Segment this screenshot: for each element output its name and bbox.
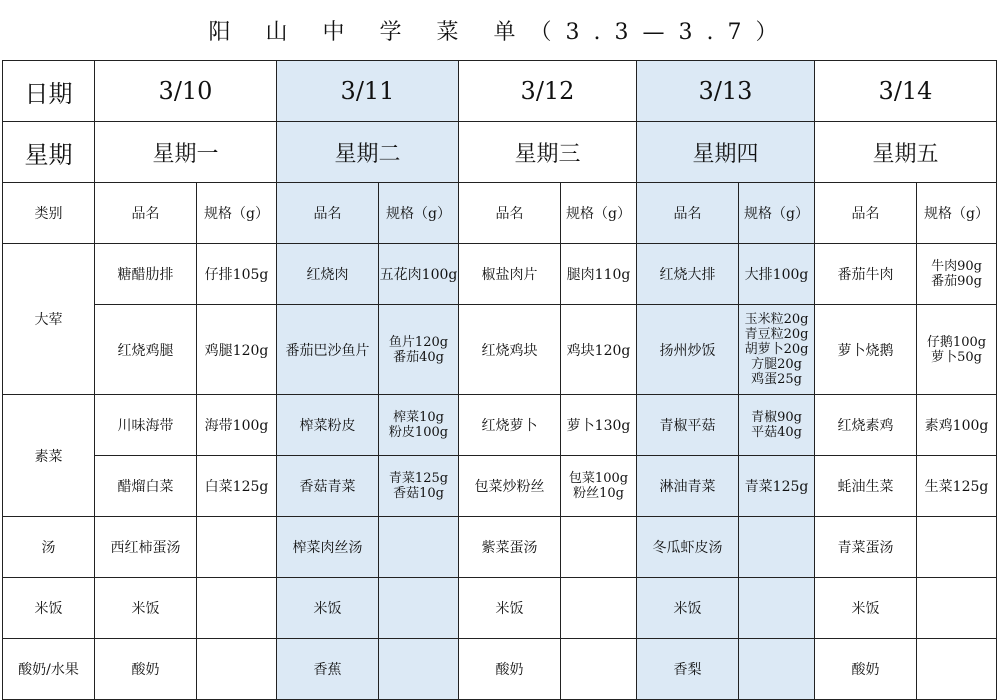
spec-line: 榨菜10g: [393, 410, 444, 425]
spec-header: 规格（g）: [379, 183, 459, 244]
soup-spec-cell: [739, 517, 815, 578]
name-header: 品名: [815, 183, 917, 244]
name-header: 品名: [277, 183, 379, 244]
spec-line: 包菜100g: [568, 471, 629, 486]
dish-spec: [197, 456, 277, 517]
dish-name: 红烧鸡块: [459, 305, 561, 395]
spec-line: 白菜125g: [204, 479, 269, 495]
dish-name: 醋熘白菜: [95, 456, 197, 517]
soup-row: [3, 517, 997, 578]
dish-spec: [379, 456, 459, 517]
name-header: 品名: [95, 183, 197, 244]
dish-spec: [917, 244, 997, 305]
dish-spec: [197, 244, 277, 305]
spec-line: 方腿20g: [751, 357, 802, 372]
name-header: 品名: [459, 183, 561, 244]
spec-line: 鸡块120g: [566, 342, 631, 359]
rice-cell: 米饭: [95, 578, 197, 639]
soup-label: 汤: [3, 517, 95, 578]
dish-spec: [739, 244, 815, 305]
dish-name: 包菜炒粉丝: [459, 456, 561, 517]
dish-spec: [379, 244, 459, 305]
veg-row-1: [3, 395, 997, 456]
meat-row-1: [3, 244, 997, 305]
dish-spec: [197, 395, 277, 456]
spec-line: 牛肉90g: [931, 259, 982, 274]
dish-spec: [739, 305, 815, 395]
dessert-spec-cell: [561, 639, 637, 700]
dish-spec: [197, 305, 277, 395]
meat-row-2: [3, 305, 997, 395]
spec-line: 香菇10g: [393, 486, 444, 501]
date-row: [3, 61, 997, 122]
soup-spec-cell: [379, 517, 459, 578]
spec-line: 萝卜50g: [931, 349, 982, 365]
spec-line: 青椒90g: [751, 410, 802, 425]
dish-name: 川味海带: [95, 395, 197, 456]
meat-label: 大荤: [3, 244, 95, 395]
spec-line: 平菇40g: [751, 425, 802, 440]
weekday-cell: 星期一: [95, 122, 277, 183]
spec-line: 腿肉110g: [566, 267, 631, 283]
rice-spec-cell: [739, 578, 815, 639]
rice-spec-cell: [917, 578, 997, 639]
spec-line: 素鸡100g: [924, 418, 989, 434]
spec-line: 萝卜130g: [566, 418, 631, 434]
name-header: 品名: [637, 183, 739, 244]
soup-spec-cell: [561, 517, 637, 578]
dish-name: 青椒平菇: [637, 395, 739, 456]
spec-header: 规格（g）: [917, 183, 997, 244]
soup-cell: 冬瓜虾皮汤: [637, 517, 739, 578]
spec-line: 海带100g: [204, 418, 269, 434]
spec-line: 仔鹅100g: [926, 334, 987, 350]
soup-spec-cell: [917, 517, 997, 578]
dish-name: 红烧肉: [277, 244, 379, 305]
dessert-spec-cell: [917, 639, 997, 700]
weekday-row: [3, 122, 997, 183]
spec-header: 规格（g）: [739, 183, 815, 244]
menu-title: 阳 山 中 学 菜 单（3.3—3.7）: [208, 19, 792, 45]
rice-spec-cell: [379, 578, 459, 639]
soup-spec-cell: [197, 517, 277, 578]
dish-name: 扬州炒饭: [637, 305, 739, 395]
dish-spec: [561, 395, 637, 456]
dish-name: 淋油青菜: [637, 456, 739, 517]
dish-spec: [379, 395, 459, 456]
dessert-spec-cell: [197, 639, 277, 700]
spec-line: 玉米粒20g: [744, 312, 809, 327]
dish-spec: [739, 456, 815, 517]
dish-spec: [379, 305, 459, 395]
date-cell: 3/14: [815, 61, 997, 122]
spec-line: 仔排105g: [204, 267, 269, 283]
dessert-cell: 酸奶: [815, 639, 917, 700]
dish-spec: [917, 395, 997, 456]
dish-name: 萝卜烧鹅: [815, 305, 917, 395]
dessert-spec-cell: [379, 639, 459, 700]
dish-name: 糖醋肋排: [95, 244, 197, 305]
category-label: 类别: [3, 183, 95, 244]
date-cell: 3/11: [277, 61, 459, 122]
veg-label: 素菜: [3, 395, 95, 517]
rice-cell: 米饭: [459, 578, 561, 639]
dessert-row: [3, 639, 997, 700]
dish-name: 番茄牛肉: [815, 244, 917, 305]
dish-name: 番茄巴沙鱼片: [277, 305, 379, 395]
spec-header: 规格（g）: [561, 183, 637, 244]
rice-cell: 米饭: [277, 578, 379, 639]
weekday-cell: 星期二: [277, 122, 459, 183]
soup-cell: 紫菜蛋汤: [459, 517, 561, 578]
dish-name: 红烧大排: [637, 244, 739, 305]
spec-line: 鸡腿120g: [204, 342, 269, 359]
weekday-cell: 星期三: [459, 122, 637, 183]
rice-spec-cell: [197, 578, 277, 639]
dish-spec: [561, 305, 637, 395]
dish-name: 蚝油生菜: [815, 456, 917, 517]
dish-spec: [739, 395, 815, 456]
spec-line: 生菜125g: [924, 479, 989, 495]
dish-spec: [561, 244, 637, 305]
weekday-label: 星期: [3, 122, 95, 183]
date-cell: 3/10: [95, 61, 277, 122]
dessert-cell: 酸奶: [95, 639, 197, 700]
dessert-cell: 香蕉: [277, 639, 379, 700]
dish-name: 红烧素鸡: [815, 395, 917, 456]
dessert-label: 酸奶/水果: [3, 639, 95, 700]
rice-cell: 米饭: [815, 578, 917, 639]
dish-spec: [917, 305, 997, 395]
spec-line: 番茄90g: [931, 274, 982, 289]
dessert-cell: 香梨: [637, 639, 739, 700]
spec-line: 粉丝10g: [573, 486, 624, 501]
rice-cell: 米饭: [637, 578, 739, 639]
soup-cell: 西红柿蛋汤: [95, 517, 197, 578]
soup-cell: 榨菜肉丝汤: [277, 517, 379, 578]
dish-name: 红烧鸡腿: [95, 305, 197, 395]
dish-spec: [561, 456, 637, 517]
spec-line: 青菜125g: [388, 471, 449, 486]
rice-label: 米饭: [3, 578, 95, 639]
spec-header: 规格（g）: [197, 183, 277, 244]
spec-line: 五花肉100g: [379, 267, 458, 283]
dish-name: 香菇青菜: [277, 456, 379, 517]
spec-line: 粉皮100g: [388, 425, 449, 440]
dish-spec: [917, 456, 997, 517]
menu-table: [2, 60, 997, 700]
weekday-cell: 星期五: [815, 122, 997, 183]
dish-name: 红烧萝卜: [459, 395, 561, 456]
date-cell: 3/13: [637, 61, 815, 122]
veg-row-2: [3, 456, 997, 517]
date-cell: 3/12: [459, 61, 637, 122]
dish-name: 椒盐肉片: [459, 244, 561, 305]
rice-row: [3, 578, 997, 639]
dessert-spec-cell: [739, 639, 815, 700]
rice-spec-cell: [561, 578, 637, 639]
spec-line: 鸡蛋25g: [751, 372, 802, 387]
spec-line: 鱼片120g: [388, 334, 449, 350]
spec-line: 青菜125g: [744, 479, 809, 495]
dessert-cell: 酸奶: [459, 639, 561, 700]
date-label: 日期: [3, 61, 95, 122]
dish-name: 榨菜粉皮: [277, 395, 379, 456]
spec-line: 胡萝卜20g: [744, 342, 809, 357]
soup-cell: 青菜蛋汤: [815, 517, 917, 578]
spec-line: 番茄40g: [393, 349, 444, 365]
category-row: [3, 183, 997, 244]
spec-line: 大排100g: [744, 267, 809, 283]
spec-line: 青豆粒20g: [744, 327, 809, 342]
weekday-cell: 星期四: [637, 122, 815, 183]
